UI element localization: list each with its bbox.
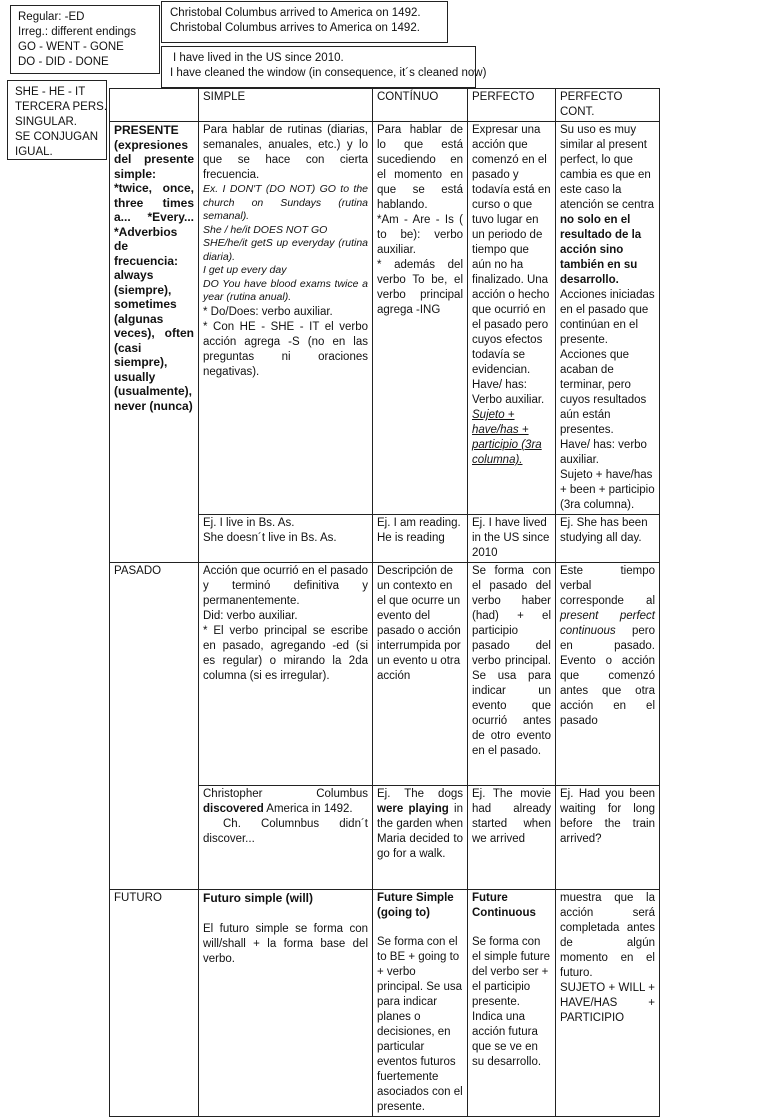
cell-text: Se forma con el to BE + going to + verbo principal. Se usa para indicar planes o decisiones, en particular eventos futuros fuertemente asociados con el presente. [377, 936, 463, 1113]
cell-text: Se forma con el simple future del verbo ser + el participio presente. Indica una acción futura que se ve en su desarrollo. [472, 936, 550, 1068]
cell-text: pero en pasado. Evento o acción que comenzó antes que otra acción en el pasado [560, 625, 655, 727]
table-header-row [110, 89, 660, 122]
cell-text: * El verbo principal se escribe en pasado, agregando -ed (si es regular) o mirando la 2da columna (si es irregular). [203, 625, 368, 682]
cell-text: *Am - Are - Is ( to be): verbo auxiliar. [377, 214, 463, 256]
note-line: Irreg.: different endings [18, 26, 137, 38]
table-row [110, 890, 660, 1117]
cell-presente-simple-example [199, 515, 373, 563]
cell-text: Sujeto + have/has + participio (3ra columna). [472, 409, 542, 466]
note-line: Christobal Columbus arrives to America on 1492. [170, 22, 420, 34]
cell-futuro-perfecto [468, 890, 556, 1117]
cell-text-italic: present perfect continuous [560, 610, 655, 637]
cell-text-bold: were playing [377, 803, 449, 815]
note-line: IGUAL. [15, 146, 53, 158]
verb-endings-note [10, 5, 160, 74]
cell-text: Para hablar de lo que está sucediendo en el momento en que se está hablando. [377, 124, 463, 211]
header-corner [110, 89, 199, 122]
cell-text [203, 787, 368, 817]
cell-pasado-perfecto: Se forma con el pasado del verbo haber (had) + el participio pasado del verbo principal. Se usa para indicar un evento que ocurrió antes de otro evento en el pasado. [468, 563, 556, 786]
cell-futuro-continuo [373, 890, 468, 1117]
cell-text: Ej. I live in Bs. As. [203, 517, 295, 529]
cell-pasado-simple [199, 563, 373, 786]
note-line: I have lived in the US since 2010. [173, 52, 344, 64]
cell-text: I get up every day [203, 264, 287, 276]
tenses-table [109, 88, 660, 1117]
cell-text: Christopher Columbus [203, 788, 368, 800]
cell-text: DO You have blood exams twice a year (rutina anual). [203, 277, 368, 303]
cell-title: Future Continuous [472, 892, 536, 919]
cell-pasado-continuo: Descripción de un contexto en el que ocurre un evento del pasado o acción interrumpida por un evento u otra acción [373, 563, 468, 786]
cell-presente-simple [199, 122, 373, 515]
cell-text: He is reading [377, 532, 445, 544]
cell-text: Have/ has: verbo auxiliar. [560, 439, 647, 466]
cell-text: Sujeto + have/has + been + participio (3ra columna). [560, 469, 655, 511]
cell-text: * Do/Does: verbo auxiliar. [203, 305, 333, 318]
cell-text-bold: discovered [203, 803, 264, 815]
cell-text: She doesn´t live in Bs. As. [203, 532, 337, 544]
cell-text: Ex. I DON'T (DO NOT) GO to the church on Sundays (rutina semanal). [203, 183, 368, 222]
cell-presente-perfecto-cont-example: Ej. She has been studying all day. [556, 515, 660, 563]
cell-presente-perfecto-example: Ej. I have lived in the US since 2010 [468, 515, 556, 563]
cell-pasado-simple-example [199, 786, 373, 890]
cell-text: El futuro simple se forma con will/shall + la forma base del verbo. [203, 923, 368, 965]
table-row [110, 122, 660, 515]
perfect-examples-note [161, 46, 487, 88]
cell-presente-continuo [373, 122, 468, 515]
cell-text: Ej. I am reading. [377, 517, 461, 529]
cell-futuro-perfecto-cont [556, 890, 660, 1117]
third-person-note [7, 80, 107, 160]
cell-text: Acción que ocurrió en el pasado y terminó definitiva y permanentemente. [203, 565, 368, 607]
cell-text [560, 123, 655, 438]
cell-futuro-simple [199, 890, 373, 1117]
cell-title: Future Simple (going to) [377, 892, 454, 919]
table-row [110, 563, 660, 786]
cell-text: Have/ has: Verbo auxiliar. [472, 379, 545, 406]
cell-presente-perfecto-cont [556, 122, 660, 515]
cell-text: Ch. Columnbus didn´t discover... [203, 818, 368, 845]
cell-text: Expresar una acción que comenzó en el pasado y todavía está en curso o que tuvo lugar en un periodo de tiempo que aún no ha finalizado. Una acción o hecho que ocurrió en el pasado pero cuyos efectos todavía se evidencian. [472, 124, 551, 376]
note-line: SHE - HE - IT [15, 86, 86, 98]
row-label-pasado: PASADO [110, 563, 199, 890]
cell-pasado-perfecto-example: Ej. The movie had already started when we arrived [468, 786, 556, 890]
cell-pasado-perfecto-cont [556, 563, 660, 786]
header-simple: SIMPLE [199, 89, 373, 122]
note-line: I have cleaned the window (in consequence, it´s cleaned now) [170, 67, 487, 79]
cell-text: Ej. The dogs [377, 788, 463, 800]
cell-text: She / he/it DOES NOT GO [203, 223, 328, 236]
row-label-futuro: FUTURO [110, 890, 199, 1117]
cell-text: * además del verbo To be, el verbo principal agrega -ING [377, 259, 463, 316]
cell-text: * Con HE - SHE - IT el verbo acción agrega -S (no en las preguntas ni oraciones negativas). [203, 320, 368, 378]
note-line: TERCERA PERS. [15, 101, 108, 113]
note-line: Christobal Columbus arrived to America on 1492. [170, 7, 421, 19]
cell-text: SHE/he/it getS up everyday (rutina diaria). [203, 237, 368, 263]
columbus-note [161, 1, 448, 43]
note-line: SE CONJUGAN [15, 131, 99, 143]
cell-title: Futuro simple (will) [203, 891, 313, 905]
cell-pasado-continuo-example [373, 786, 468, 890]
cell-text: Este tiempo verbal corresponde al [560, 565, 655, 607]
cell-presente-perfecto [468, 122, 556, 515]
cell-presente-continuo-example [373, 515, 468, 563]
cell-text: Su uso es muy similar al present perfect, lo que cambia es que en este caso la atención se centra [560, 124, 654, 211]
cell-pasado-perfecto-cont-example: Ej. Had you been waiting for long before the train arrived? [556, 786, 660, 890]
note-line: SINGULAR. [15, 116, 77, 128]
cell-text: SUJETO + WILL + HAVE/HAS + PARTICIPIO [560, 982, 655, 1024]
header-continuo: CONTÍNUO [373, 89, 468, 122]
row-label-presente: PRESENTE (expresiones del presente simple: *twice, once, three times a... *Every... *Adverbios de frecuencia: always (siempre), sometimes (algunas veces), often (casi siempre), usually (usualmente), never (nunca) [110, 122, 199, 563]
cell-text: Did: verbo auxiliar. [203, 610, 298, 622]
cell-text: in the garden when Maria decided to go for a walk. [377, 803, 463, 860]
note-line: GO - WENT - GONE [18, 41, 124, 53]
note-line: DO - DID - DONE [18, 56, 109, 68]
cell-text: muestra que la acción será completada antes de algún momento en el futuro. [560, 892, 655, 979]
note-line: Regular: -ED [18, 11, 85, 23]
header-perfecto-cont: PERFECTO CONT. [556, 89, 660, 122]
cell-text: Acciones iniciadas en el pasado que continúan en el presente. Acciones que acaban de terminar, pero cuyos resultados aún están presentes. [560, 289, 655, 436]
cell-text-bold: no solo en el resultado de la acción sino también en su desarrollo. [560, 214, 642, 286]
cell-text: Para hablar de rutinas (diarias, semanales, anuales, etc.) y lo que se hace con cierta frecuencia. [203, 124, 368, 181]
cell-text: America in 1492. [266, 803, 353, 815]
header-perfecto: PERFECTO [468, 89, 556, 122]
